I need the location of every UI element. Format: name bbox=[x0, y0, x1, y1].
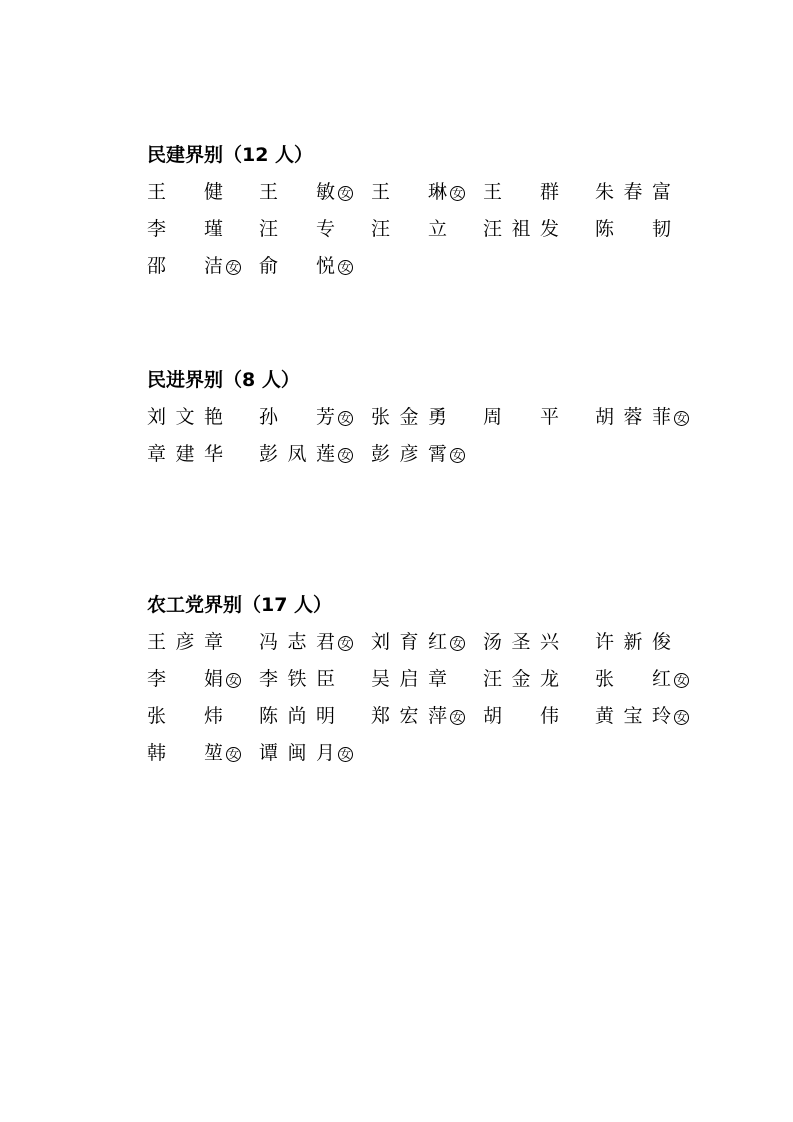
member-entry bbox=[147, 180, 259, 217]
member-entry bbox=[483, 405, 595, 442]
member-entry bbox=[147, 667, 259, 704]
member-entry bbox=[483, 667, 595, 704]
member-name: 彭凤莲 bbox=[259, 443, 335, 465]
member-name: 陈韧 bbox=[595, 218, 671, 240]
member-name: 张炜 bbox=[147, 705, 223, 727]
female-mark: 女 bbox=[228, 674, 239, 687]
section-minjian bbox=[147, 143, 707, 291]
member-name: 许新俊 bbox=[595, 631, 671, 653]
member-name: 谭闽月 bbox=[259, 742, 335, 764]
member-entry bbox=[371, 217, 483, 254]
female-mark: 女 bbox=[340, 187, 351, 200]
member-name: 汪金龙 bbox=[483, 668, 559, 690]
member-entry bbox=[259, 442, 371, 479]
member-list bbox=[147, 630, 707, 778]
member-entry bbox=[483, 630, 595, 667]
member-name: 吴启章 bbox=[371, 668, 447, 690]
section-minjin bbox=[147, 368, 707, 479]
member-list bbox=[147, 180, 707, 291]
member-entry bbox=[259, 405, 371, 442]
member-name: 汪祖发 bbox=[483, 218, 559, 240]
member-entry bbox=[371, 704, 483, 741]
member-name: 孙芳 bbox=[259, 406, 335, 428]
member-name: 章建华 bbox=[147, 443, 223, 465]
member-entry bbox=[483, 704, 595, 741]
member-entry bbox=[259, 741, 371, 778]
member-name: 张金勇 bbox=[371, 406, 447, 428]
member-name: 刘育红 bbox=[371, 631, 447, 653]
member-entry bbox=[147, 217, 259, 254]
member-name: 李铁臣 bbox=[259, 668, 335, 690]
member-entry bbox=[371, 442, 483, 479]
member-entry bbox=[259, 217, 371, 254]
member-name: 周平 bbox=[483, 406, 559, 428]
member-entry bbox=[147, 741, 259, 778]
member-entry bbox=[147, 704, 259, 741]
female-mark: 女 bbox=[228, 748, 239, 761]
member-entry bbox=[595, 180, 707, 217]
member-entry bbox=[147, 630, 259, 667]
member-entry bbox=[371, 405, 483, 442]
member-entry bbox=[483, 217, 595, 254]
member-name: 张红 bbox=[595, 668, 671, 690]
member-name: 王琳 bbox=[371, 181, 447, 203]
member-name: 郑宏萍 bbox=[371, 705, 447, 727]
member-entry bbox=[595, 704, 707, 741]
member-name: 李娟 bbox=[147, 668, 223, 690]
member-name: 俞悦 bbox=[259, 255, 335, 277]
member-entry bbox=[147, 442, 259, 479]
member-name: 王健 bbox=[147, 181, 223, 203]
member-entry bbox=[595, 667, 707, 704]
member-entry bbox=[259, 254, 371, 291]
female-mark: 女 bbox=[676, 711, 687, 724]
member-name: 王彦章 bbox=[147, 631, 223, 653]
member-entry bbox=[259, 180, 371, 217]
member-name: 朱春富 bbox=[595, 181, 671, 203]
member-name: 李瑾 bbox=[147, 218, 223, 240]
member-name: 韩堃 bbox=[147, 742, 223, 764]
member-entry bbox=[483, 180, 595, 217]
member-entry bbox=[371, 180, 483, 217]
member-entry bbox=[595, 630, 707, 667]
member-entry bbox=[371, 667, 483, 704]
section-title: 民建界别（12 人） bbox=[147, 144, 314, 166]
member-entry bbox=[259, 704, 371, 741]
member-entry bbox=[371, 630, 483, 667]
member-entry bbox=[595, 217, 707, 254]
member-name: 王群 bbox=[483, 181, 559, 203]
member-name: 汪专 bbox=[259, 218, 335, 240]
female-mark: 女 bbox=[340, 748, 351, 761]
female-mark: 女 bbox=[676, 412, 687, 425]
section-title: 民进界别（8 人） bbox=[147, 369, 300, 391]
section-nonggongdang bbox=[147, 593, 707, 778]
member-list bbox=[147, 405, 707, 479]
member-name: 陈尚明 bbox=[259, 705, 335, 727]
member-name: 彭彦霄 bbox=[371, 443, 447, 465]
member-entry bbox=[147, 254, 259, 291]
female-mark: 女 bbox=[228, 261, 239, 274]
female-mark: 女 bbox=[676, 674, 687, 687]
member-name: 黄宝玲 bbox=[595, 705, 671, 727]
female-mark: 女 bbox=[340, 637, 351, 650]
member-entry bbox=[147, 405, 259, 442]
member-name: 胡伟 bbox=[483, 705, 559, 727]
section-title: 农工党界别（17 人） bbox=[147, 594, 333, 616]
female-mark: 女 bbox=[452, 187, 463, 200]
female-mark: 女 bbox=[452, 637, 463, 650]
member-entry bbox=[259, 630, 371, 667]
member-name: 邵洁 bbox=[147, 255, 223, 277]
member-name: 胡蓉菲 bbox=[595, 406, 671, 428]
female-mark: 女 bbox=[340, 261, 351, 274]
member-name: 汤圣兴 bbox=[483, 631, 559, 653]
member-name: 冯志君 bbox=[259, 631, 335, 653]
member-name: 汪立 bbox=[371, 218, 447, 240]
member-entry bbox=[595, 405, 707, 442]
female-mark: 女 bbox=[452, 711, 463, 724]
female-mark: 女 bbox=[340, 449, 351, 462]
member-name: 王敏 bbox=[259, 181, 335, 203]
member-name: 刘文艳 bbox=[147, 406, 223, 428]
female-mark: 女 bbox=[452, 449, 463, 462]
female-mark: 女 bbox=[340, 412, 351, 425]
member-entry bbox=[259, 667, 371, 704]
